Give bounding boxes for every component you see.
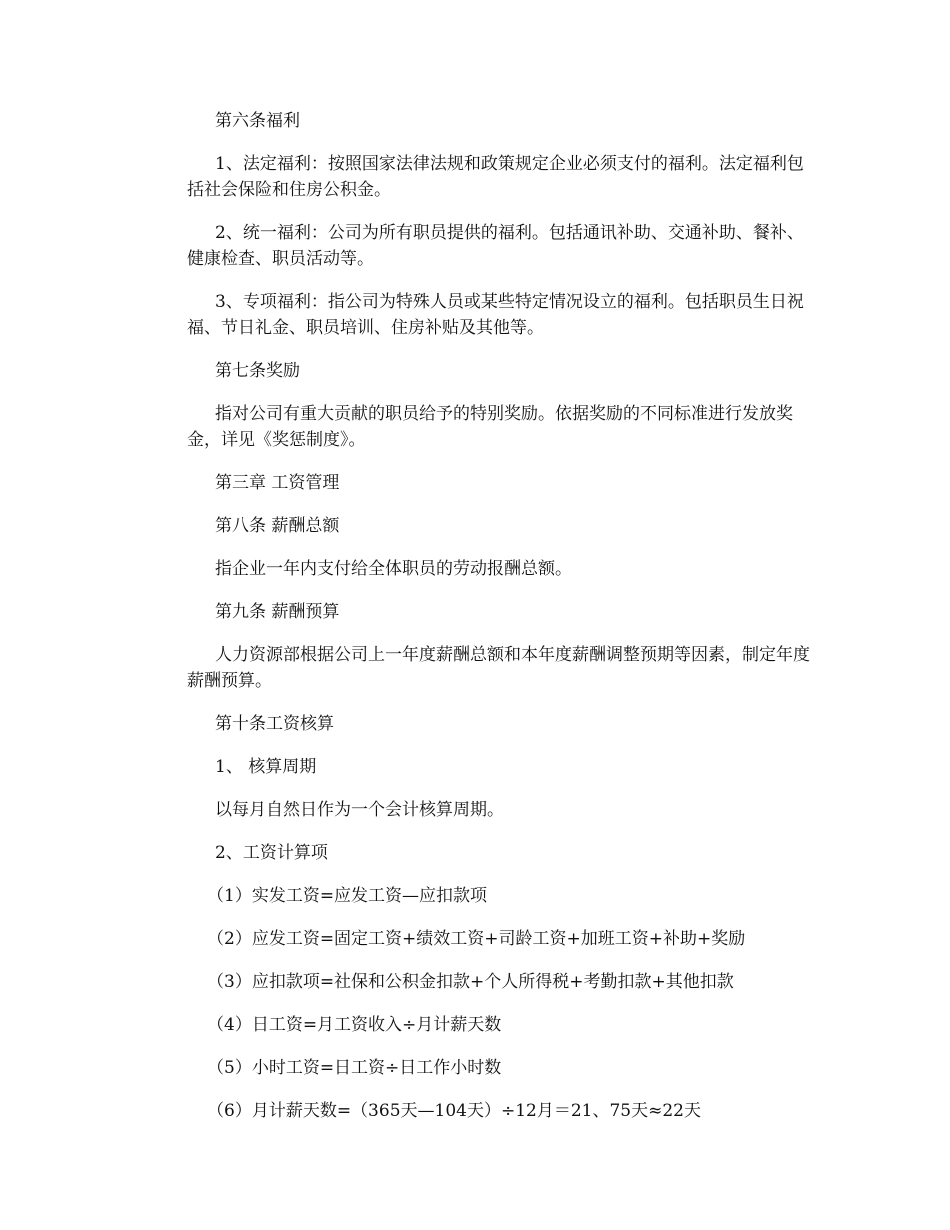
formula-monthly-pay-days: （6）月计薪天数=（365天—104天）÷12月＝21、75天≈22天 [207,1101,701,1121]
document-body [187,108,817,1141]
formula-daily-wage: （4）日工资=月工资收入÷月计薪天数 [207,1015,502,1035]
formula-hourly-wage: （5）小时工资=日工资÷日工作小时数 [207,1058,502,1078]
paragraph-statutory-welfare: 1、法定福利：按照国家法律法规和政策规定企业必须支付的福利。法定福利包括社会保险和住房公积金。 [187,154,804,200]
article-10-heading: 第十条工资核算 [215,714,334,734]
paragraph-total-compensation: 指企业一年内支付给全体职员的劳动报酬总额。 [215,559,572,579]
item-salary-calculation: 2、工资计算项 [215,843,328,863]
paragraph-accounting-period: 以每月自然日作为一个会计核算周期。 [215,800,504,820]
article-7-heading: 第七条奖励 [215,361,300,381]
item-accounting-period: 1、 核算周期 [215,757,317,777]
paragraph-unified-welfare: 2、统一福利：公司为所有职员提供的福利。包括通讯补助、交通补助、餐补、健康检查、职员活动等。 [187,223,804,269]
paragraph-special-welfare: 3、专项福利：指公司为特殊人员或某些特定情况设立的福利。包括职员生日祝福、节日礼金、职员培训、住房补贴及其他等。 [187,292,804,338]
chapter-3-heading: 第三章 工资管理 [215,473,340,493]
formula-net-pay: （1）实发工资=应发工资—应扣款项 [207,886,488,906]
article-9-heading: 第九条 薪酬预算 [215,602,340,622]
paragraph-compensation-budget: 人力资源部根据公司上一年度薪酬总额和本年度薪酬调整预期等因素，制定年度薪酬预算。 [187,645,810,691]
paragraph-rewards: 指对公司有重大贡献的职员给予的特别奖励。依据奖励的不同标准进行发放奖金，详见《奖惩制度》。 [187,404,793,450]
article-6-heading: 第六条福利 [215,111,300,131]
formula-deductions: （3）应扣款项=社保和公积金扣款+个人所得税+考勤扣款+其他扣款 [207,972,734,992]
formula-gross-pay: （2）应发工资=固定工资+绩效工资+司龄工资+加班工资+补助+奖励 [207,929,746,949]
article-8-heading: 第八条 薪酬总额 [215,516,340,536]
